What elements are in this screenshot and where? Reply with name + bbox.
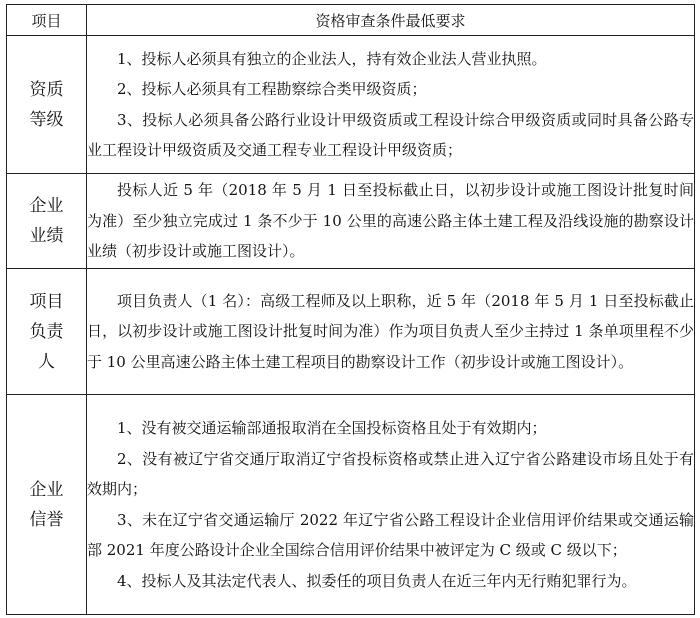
row-label-line: 负责 bbox=[29, 321, 64, 342]
requirement-paragraph: 2、没有被辽宁省交通厅取消辽宁省投标资格或禁止进入辽宁省公路建设市场且处于有效期内； bbox=[87, 449, 694, 498]
requirement-paragraph: 3、未在辽宁省交通运输厅 2022 年辽宁省公路工程设计企业信用评价结果或交通运输部 2021 年度公路设计企业全国综合信用评价结果中被评定为 C 级或 C 级以下； bbox=[87, 510, 694, 559]
header-requirements: 资格审查条件最低要求 bbox=[87, 5, 695, 36]
row-label-line: 企业 bbox=[29, 196, 64, 216]
row-content bbox=[87, 174, 695, 269]
requirement-paragraph: 投标人近 5 年（2018 年 5 月 1 日至投标截止日，以初步设计或施工图设计批复时间为准）至少独立完成过 1 条不少于 10 公里的高速公路主体土建工程及沿线设施的勘察设计业绩（初步设计或施工图设计）。 bbox=[87, 181, 694, 261]
row-label-line: 业绩 bbox=[29, 226, 64, 246]
header-item: 项目 bbox=[7, 5, 87, 36]
requirement-paragraph: 3、投标人必须具备公路行业设计甲级资质或工程设计综合甲级资质或同时具备公路专业工程设计甲级资质及交通工程专业工程设计甲级资质； bbox=[87, 110, 694, 159]
row-content bbox=[87, 269, 695, 395]
qualification-requirements-table bbox=[6, 4, 695, 615]
row-label-line: 人 bbox=[38, 351, 55, 372]
row-label-line: 信誉 bbox=[29, 509, 64, 530]
row-content bbox=[87, 36, 695, 174]
table-header-row bbox=[7, 5, 695, 36]
requirement-paragraph: 4、投标人及其法定代表人、拟委任的项目负责人在近三年内无行贿犯罪行为。 bbox=[117, 571, 637, 590]
requirement-paragraph: 1、投标人必须具有独立的企业法人，持有效企业法人营业执照。 bbox=[117, 49, 547, 68]
row-label-line: 企业 bbox=[29, 479, 64, 500]
table-row bbox=[7, 395, 695, 615]
row-label bbox=[7, 269, 87, 395]
requirement-paragraph: 2、投标人必须具有工程勘察综合类甲级资质； bbox=[117, 80, 427, 98]
table-row bbox=[7, 36, 695, 174]
row-label bbox=[7, 174, 87, 269]
table-row bbox=[7, 174, 695, 269]
table-row bbox=[7, 269, 695, 395]
row-label bbox=[7, 395, 87, 615]
row-label-line: 等级 bbox=[29, 109, 64, 130]
requirement-paragraph: 项目负责人（1 名）：高级工程师及以上职称，近 5 年（2018 年 5 月 1 日至投标截止日，以初步设计或施工图设计批复时间为准）作为项目负责人至少主持过 1 条单项里程不少于 10 公里高速公路主体土建工程项目的勘察设计工作（初步设计或施工图设计）。 bbox=[87, 291, 694, 371]
row-content bbox=[87, 395, 695, 615]
row-label-line: 项目 bbox=[29, 291, 64, 312]
requirement-paragraph: 1、没有被交通运输部通报取消在全国投标资格且处于有效期内； bbox=[117, 419, 547, 437]
row-label bbox=[7, 36, 87, 174]
row-label-line: 资质 bbox=[29, 79, 64, 100]
